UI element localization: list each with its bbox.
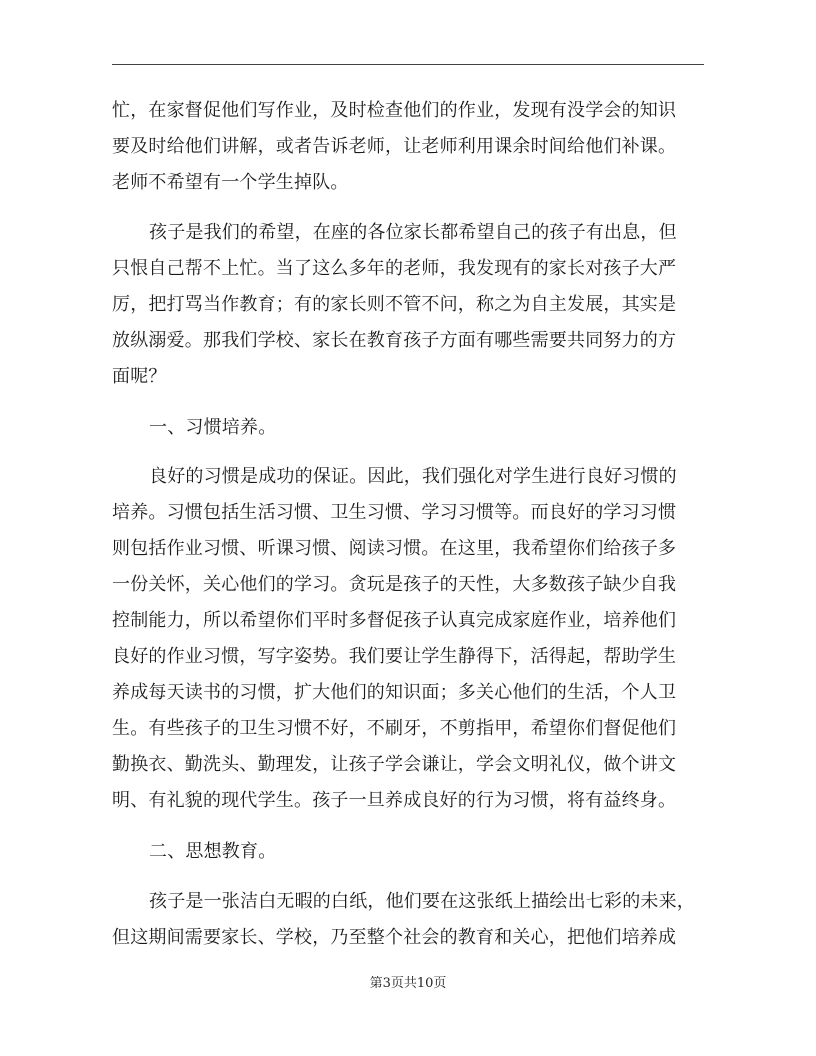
- paragraph-3-line-9: 勤换衣、勤洗头、勤理发，让孩子学会谦让，学会文明礼仪，做个讲文: [112, 754, 677, 775]
- paragraph-3-line-8: 生。有些孩子的卫生习惯不好，不刷牙，不剪指甲，希望你们督促他们: [112, 718, 677, 739]
- paragraph-3-line-5: 控制能力，所以希望你们平时多督促孩子认真完成家庭作业，培养他们: [112, 610, 677, 631]
- paragraph-2-line-3: 厉，把打骂当作教育；有的家长则不管不问，称之为自主发展，其实是: [112, 294, 677, 315]
- page-number-footer: 第3页共10页: [369, 976, 447, 991]
- paragraph-4-line-2: 但这期间需要家长、学校，乃至整个社会的教育和关心，把他们培养成: [112, 927, 677, 948]
- paragraph-3-line-10: 明、有礼貌的现代学生。孩子一旦养成良好的行为习惯，将有益终身。: [112, 790, 677, 811]
- paragraph-1-line-2: 要及时给他们讲解，或者告诉老师，让老师利用课余时间给他们补课。: [112, 136, 677, 157]
- section-heading-habits: 一、习惯培养。: [149, 417, 277, 438]
- section-heading-thought: 二、思想教育。: [149, 841, 277, 862]
- paragraph-3-line-2: 培养。习惯包括生活习惯、卫生习惯、学习习惯等。而良好的学习习惯: [112, 502, 677, 523]
- paragraph-4-line-1: 孩子是一张洁白无暇的白纸，他们要在这张纸上描绘出七彩的未来，: [149, 891, 695, 912]
- paragraph-1-line-3: 老师不希望有一个学生掉队。: [112, 172, 349, 193]
- paragraph-3-line-3: 则包括作业习惯、听课习惯、阅读习惯。在这里，我希望你们给孩子多: [112, 538, 677, 559]
- paragraph-3-line-1: 良好的习惯是成功的保证。因此，我们强化对学生进行良好习惯的: [149, 466, 677, 487]
- paragraph-2-line-4: 放纵溺爱。那我们学校、家长在教育孩子方面有哪些需要共同努力的方: [112, 330, 677, 351]
- paragraph-2-line-5: 面呢？: [112, 366, 167, 387]
- header-rule: [112, 64, 704, 65]
- paragraph-1-line-1: 忙，在家督促他们写作业，及时检查他们的作业，发现有没学会的知识: [112, 100, 677, 121]
- paragraph-3-line-6: 良好的作业习惯，写字姿势。我们要让学生静得下，活得起，帮助学生: [112, 646, 677, 667]
- paragraph-3-line-7: 养成每天读书的习惯，扩大他们的知识面；多关心他们的生活，个人卫: [112, 682, 677, 703]
- paragraph-3-line-4: 一份关怀，关心他们的学习。贪玩是孩子的天性，大多数孩子缺少自我: [112, 574, 677, 595]
- paragraph-2-line-2: 只恨自己帮不上忙。当了这么多年的老师，我发现有的家长对孩子大严: [112, 258, 677, 279]
- paragraph-2-line-1: 孩子是我们的希望，在座的各位家长都希望自己的孩子有出息，但: [149, 222, 677, 243]
